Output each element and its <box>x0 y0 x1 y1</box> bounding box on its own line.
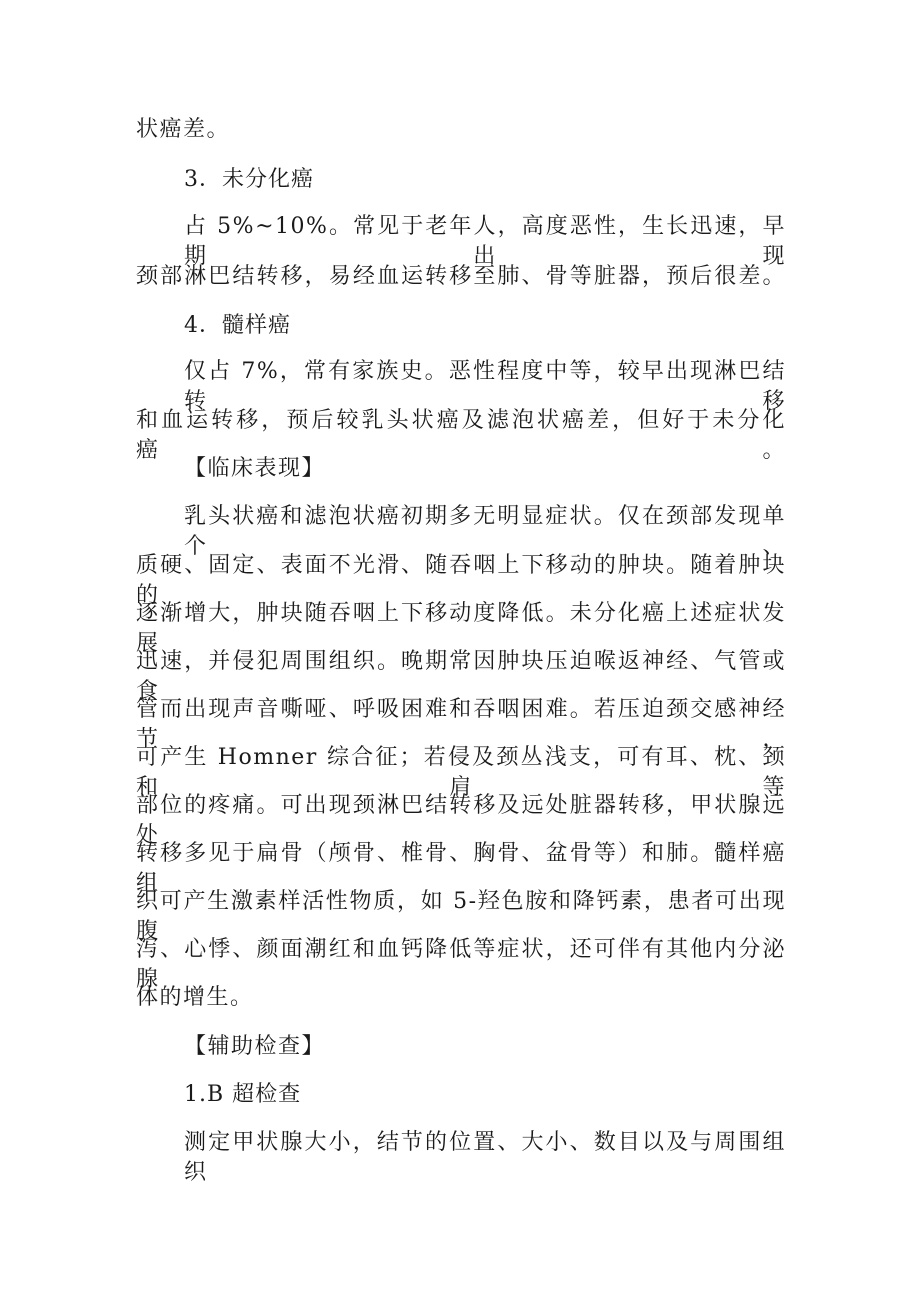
text-line: 占 5%~10%。常见于老年人，高度恶性，生长迅速，早期出现 <box>184 214 786 269</box>
text-line: 部位的疼痛。可出现颈淋巴结转移及远处脏器转移，甲状腺远处 <box>136 793 786 848</box>
section-heading: 3．未分化癌 <box>184 167 314 192</box>
text-line: 质硬、固定、表面不光滑、随吞咽上下移动的肿块。随着肿块的 <box>136 553 786 608</box>
text-line: 颈部淋巴结转移，易经血运转移至肺、骨等脏器，预后很差。 <box>136 264 786 289</box>
text-line: 可产生 Homner 综合征；若侵及颈丛浅支，可有耳、枕、颈和肩等 <box>136 745 786 800</box>
text-line: 泻、心悸、颜面潮红和血钙降低等症状，还可伴有其他内分泌腺 <box>136 937 786 992</box>
section-heading: 4．髓样癌 <box>184 313 291 338</box>
text-line: 织可产生激素样活性物质，如 5-羟色胺和降钙素，患者可出现腹 <box>136 889 786 944</box>
text-line: 转移多见于扁骨（颅骨、椎骨、胸骨、盆骨等）和肺。髓样癌组 <box>136 841 786 896</box>
text-line: 迅速，并侵犯周围组织。晚期常因肿块压迫喉返神经、气管或食 <box>136 649 786 704</box>
text-line: 仅占 7%，常有家族史。恶性程度中等，较早出现淋巴结转移 <box>184 359 786 414</box>
text-line: 体的增生。 <box>136 985 254 1010</box>
text-line: 乳头状癌和滤泡状癌初期多无明显症状。仅在颈部发现单个、 <box>184 504 786 559</box>
section-heading: 【辅助检查】 <box>184 1034 326 1059</box>
text-line: 逐渐增大，肿块随吞咽上下移动度降低。未分化癌上述症状发展 <box>136 601 786 656</box>
text-line: 管而出现声音嘶哑、呼吸困难和吞咽困难。若压迫颈交感神经节， <box>136 697 786 752</box>
text-line: 和血运转移，预后较乳头状癌及滤泡状癌差，但好于未分化癌。 <box>136 408 786 463</box>
text-line: 状癌差。 <box>136 117 231 142</box>
text-line: 测定甲状腺大小，结节的位置、大小、数目以及与周围组织 <box>184 1130 786 1185</box>
section-heading: 【临床表现】 <box>184 456 326 481</box>
subsection-heading: 1.B 超检查 <box>184 1082 302 1107</box>
